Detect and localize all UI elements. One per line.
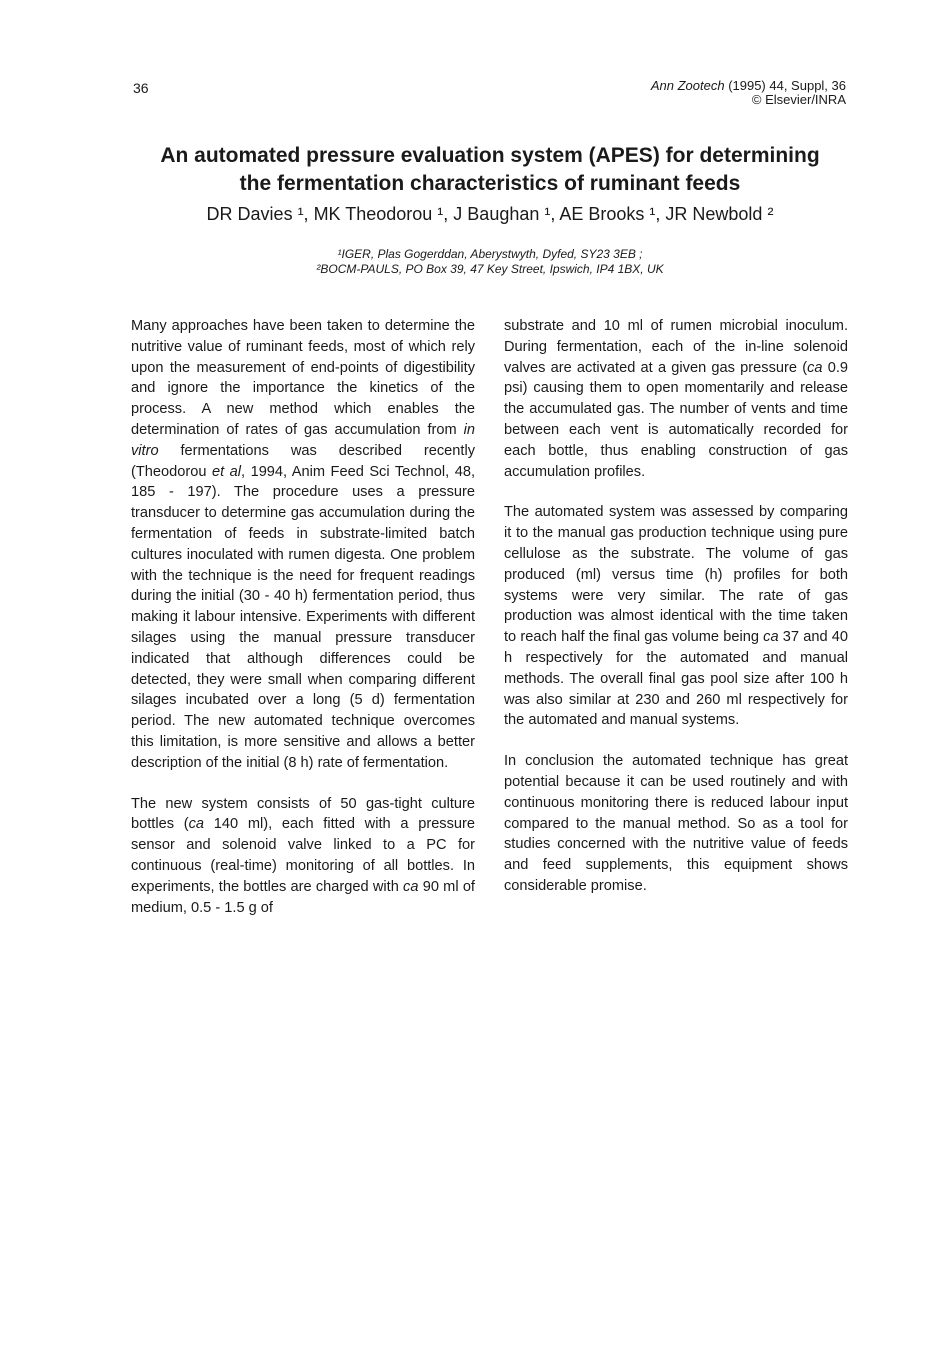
text-run: The new system consists of 50 gas-tight culture bottles ( xyxy=(131,795,475,833)
italic-term: ca xyxy=(403,878,419,895)
italic-term: in vitro xyxy=(131,421,475,459)
affiliation-2: ²BOCM-PAULS, PO Box 39, 47 Key Street, Ipswich, IP4 1BX, UK xyxy=(316,262,664,276)
text-run: The automated system was assessed by comparing it to the manual gas production technique using pure cellulose as the substrate. The volume of gas produced (ml) versus time (h) profiles for both systems were very similar. The rate of gas production was almost identical with the time taken to reach half the final gas volume being xyxy=(504,504,848,646)
paragraph-3 xyxy=(504,316,848,482)
title-line-1: An automated pressure evaluation system (APES) for determining xyxy=(160,144,820,167)
italic-term: ca xyxy=(763,629,779,646)
text-run: 0.9 psi) causing them to open momentarily and release the accumulated gas. The number of vents and time between each vent is automatically recorded for each bottle, thus enabling construction of gas accumulation profiles. xyxy=(504,359,849,480)
journal-volume: (1995) 44, Suppl, 36 xyxy=(728,78,846,93)
text-run: Many approaches have been taken to determine the nutritive value of ruminant feeds, most of which rely upon the measurement of end-points of digestibility and ignore the importance the kinetics of the process. A new method which enables the determination of rates of gas accumulation from xyxy=(131,318,475,438)
right-column xyxy=(504,316,848,917)
text-run: 140 ml), each fitted with a pressure sensor and solenoid valve linked to a PC for continuous (real-time) monitoring of all bottles. In experiments, the bottles are charged with xyxy=(131,816,475,895)
paragraph-4 xyxy=(504,502,848,731)
author-list: DR Davies ¹, MK Theodorou ¹, J Baughan ¹, AE Brooks ¹, JR Newbold ² xyxy=(206,204,774,224)
paragraph-1 xyxy=(131,316,475,774)
text-run: 90 ml of medium, 0.5 - 1.5 g of xyxy=(131,878,475,916)
paragraph-2 xyxy=(131,794,475,919)
journal-name: Ann Zootech xyxy=(650,78,725,93)
left-column xyxy=(131,316,475,938)
text-run: substrate and 10 ml of rumen microbial inoculum. During fermentation, each of the in-line solenoid valves are activated at a given gas pressure ( xyxy=(504,318,848,376)
journal-citation xyxy=(651,79,846,107)
italic-term: et al xyxy=(211,463,242,480)
text-run: 37 and 40 h respectively for the automated and manual methods. The overall final gas pool size after 100 h was also similar at 230 and 260 ml respectively for the automated and manual systems. xyxy=(504,629,848,729)
italic-term: ca xyxy=(807,359,823,376)
text-run: fermentations was described recently (Theodorou xyxy=(131,442,475,480)
affiliations xyxy=(100,247,880,277)
text-run: , 1994, Anim Feed Sci Technol, 48, 185 - 197). The procedure uses a pressure transducer to determine gas accumulation during the fermentation of feeds in substrate-limited batch cultures inoculated with rumen digesta. One problem with the technique is the need for frequent readings during the initial (30 - 40 h) fermentation period, thus making it labour intensive. Experiments with different silages using the manual pressure transducer indicated that although differences could be detected, they were small when comparing different silages incubated over a long (5 d) fermentation period. The new automated technique overcomes this limitation, is more sensitive and allows a better description of the initial (8 h) rate of fermentation. xyxy=(131,463,475,771)
title-line-2: the fermentation characteristics of ruminant feeds xyxy=(239,172,741,195)
italic-term: ca xyxy=(188,816,205,833)
publisher: © Elsevier/INRA xyxy=(751,92,846,107)
paragraph-5: In conclusion the automated technique has great potential because it can be used routinely and with continuous monitoring there is reduced labour input compared to the manual method. So as a tool for studies concerned with the nutritive value of feeds and feed supplements, this equipment shows considerable promise. xyxy=(504,753,848,894)
page-number: 36 xyxy=(133,80,149,96)
affiliation-1: ¹IGER, Plas Gogerddan, Aberystwyth, Dyfed, SY23 3EB ; xyxy=(337,247,643,261)
paper-title xyxy=(100,142,880,198)
